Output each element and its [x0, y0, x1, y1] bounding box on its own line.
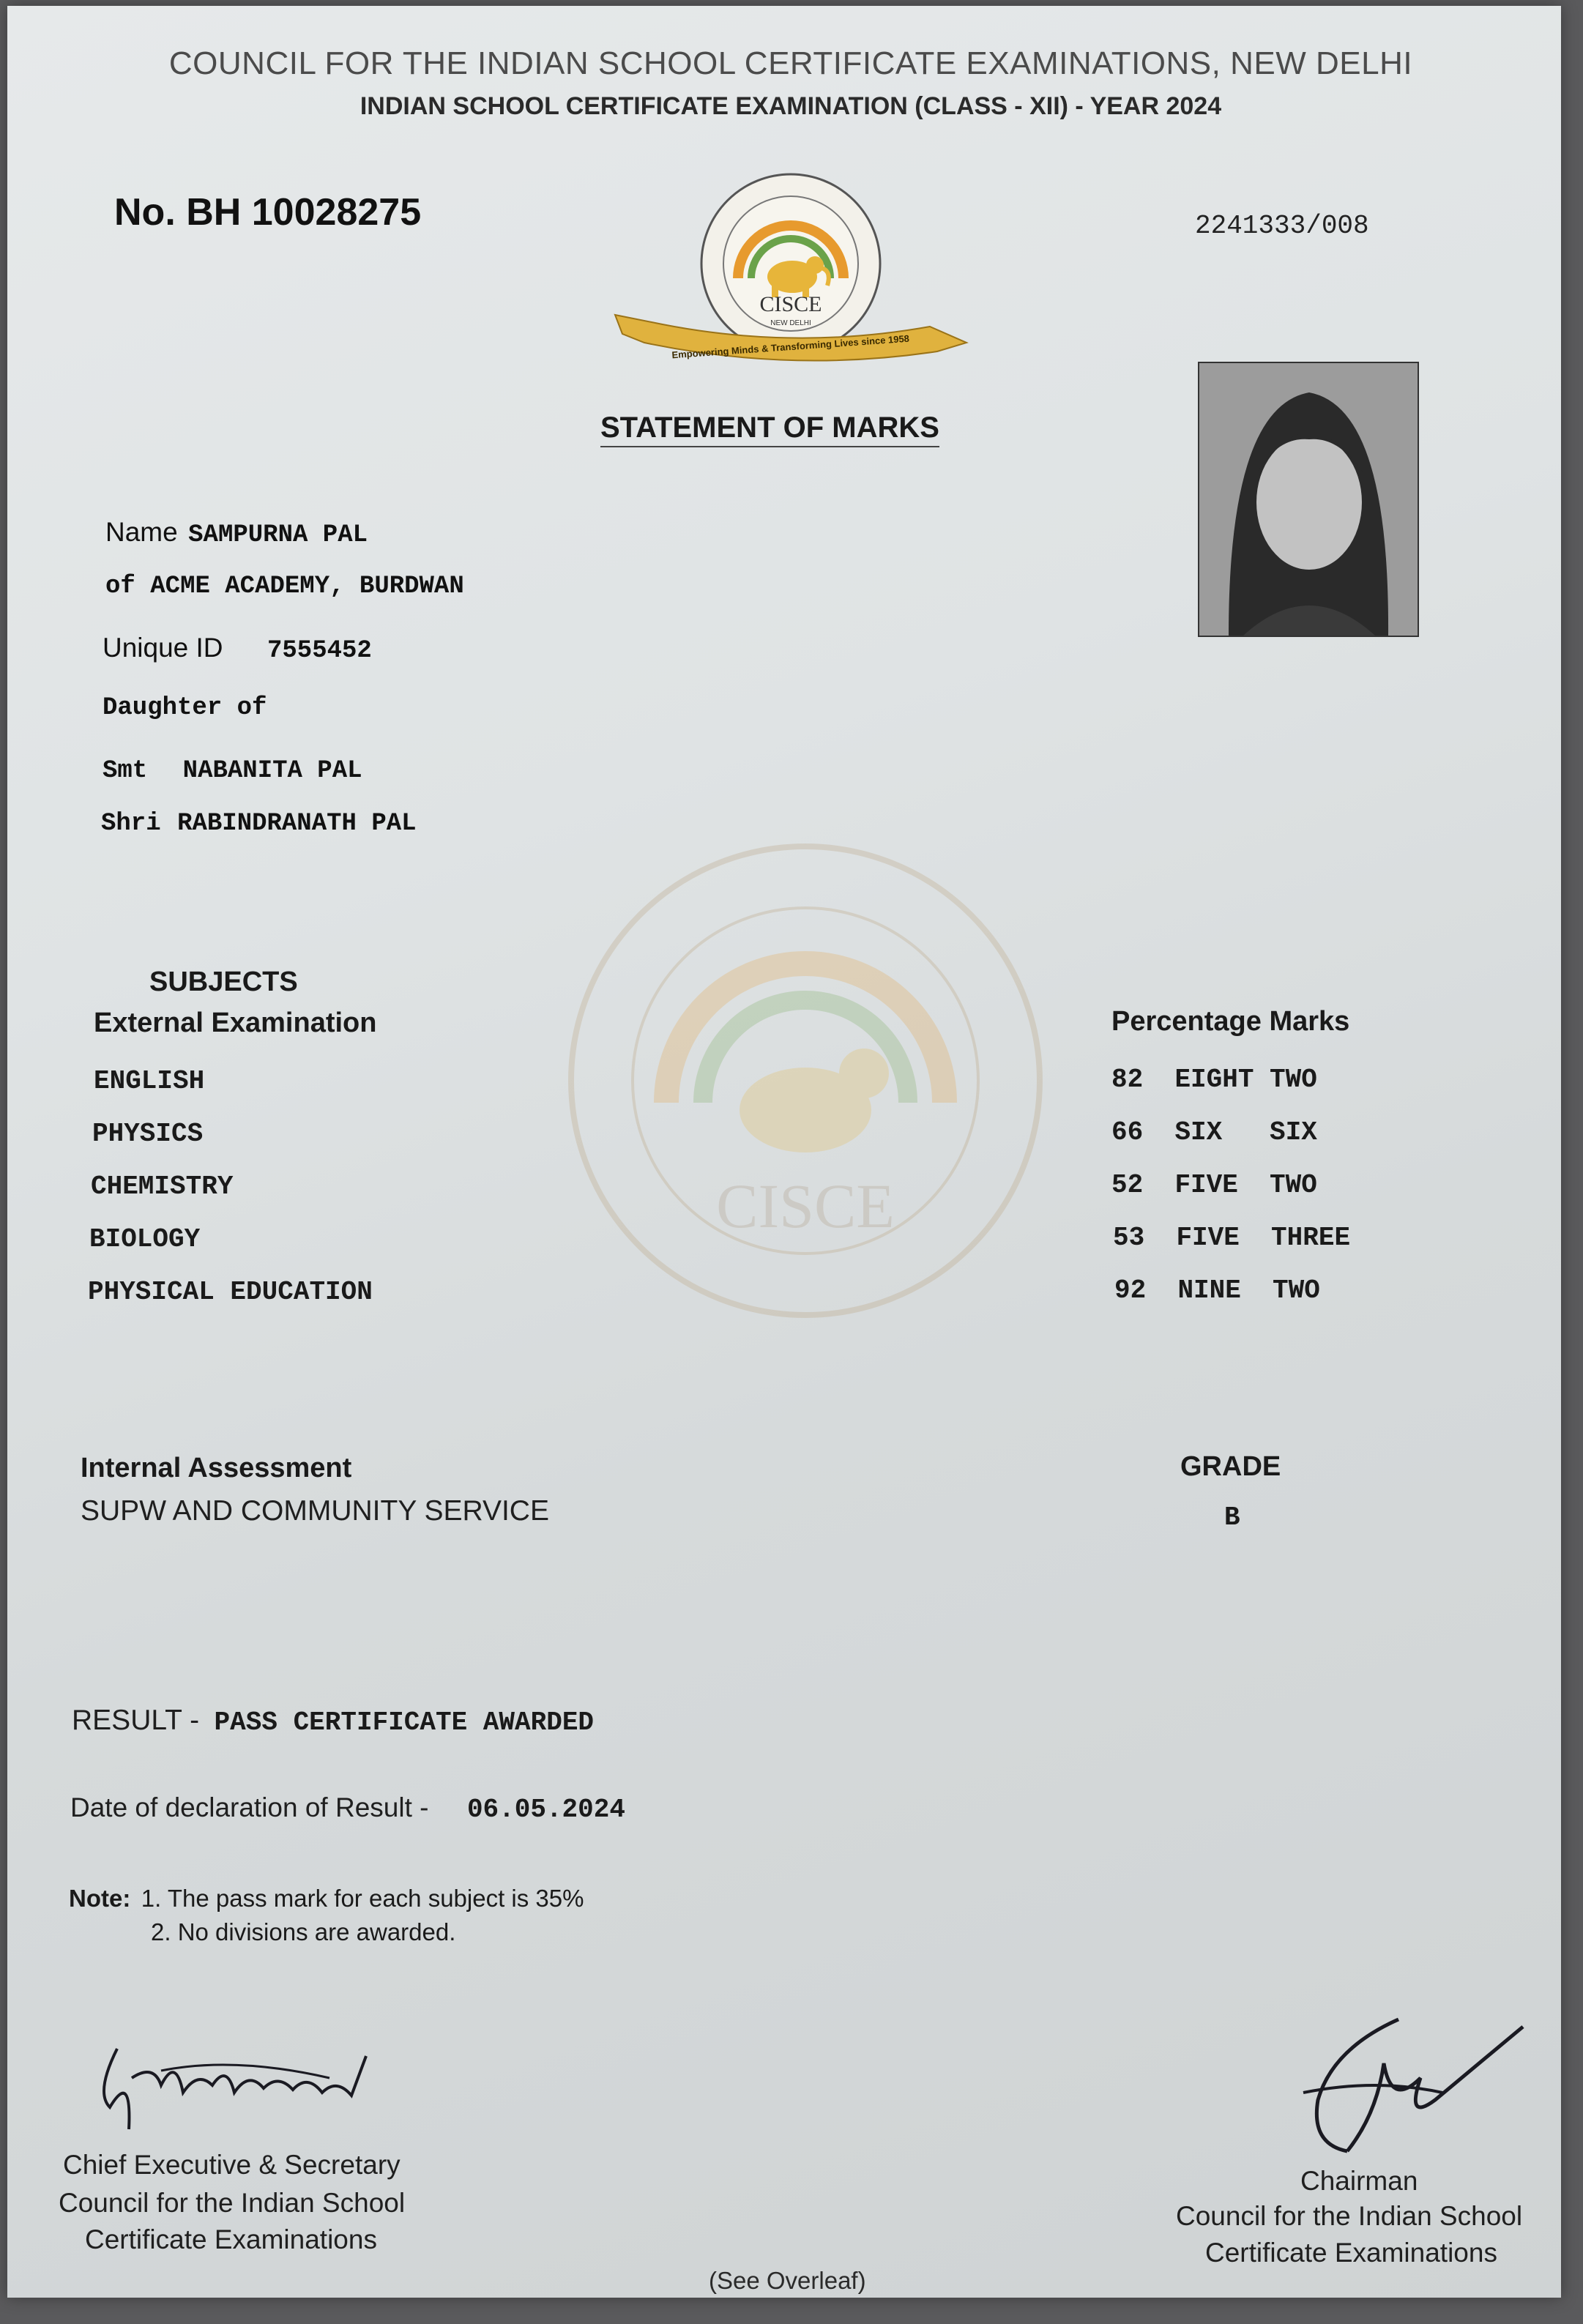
relation-label: Daughter of: [103, 694, 267, 722]
svg-text:CISCE: CISCE: [716, 1171, 895, 1241]
seal-ribbon-text: Empowering Minds & Transforming Lives since 1958: [671, 332, 910, 361]
see-overleaf: (See Overleaf): [709, 2267, 866, 2294]
subjects-heading: SUBJECTS: [149, 967, 298, 997]
subject-marks-row: [1111, 1170, 1317, 1200]
declaration-date-label: Date of declaration of Result -: [70, 1792, 429, 1822]
subject-name: CHEMISTRY: [91, 1172, 234, 1202]
marks-figure: 82: [1111, 1065, 1144, 1095]
internal-grade: B: [1224, 1502, 1240, 1532]
subject-name: BIOLOGY: [89, 1224, 201, 1254]
marks-words: EIGHT TWO: [1174, 1065, 1317, 1095]
marks-figure: 92: [1114, 1275, 1147, 1306]
subject-marks-row: [1114, 1275, 1320, 1306]
marks-figure: 52: [1111, 1170, 1144, 1200]
note-item: 2. No divisions are awarded.: [151, 1918, 456, 1945]
subject-name: PHYSICS: [92, 1119, 204, 1149]
exam-heading: INDIAN SCHOOL CERTIFICATE EXAMINATION (CLASS - XII) - YEAR 2024: [360, 92, 1222, 120]
external-exam-heading: External Examination: [94, 1008, 377, 1038]
subject-marks-row: [1111, 1117, 1317, 1147]
internal-assessment-heading: Internal Assessment: [81, 1453, 352, 1483]
marks-words: NINE TWO: [1177, 1275, 1320, 1306]
marks-words: FIVE TWO: [1174, 1170, 1317, 1200]
left-signatory-title: Chief Executive & Secretary: [63, 2150, 401, 2180]
note-item: 1. The pass mark for each subject is 35%: [141, 1885, 584, 1912]
cisce-watermark: [564, 839, 1047, 1322]
seal-name: CISCE: [759, 292, 822, 316]
subject-marks-row: [1113, 1223, 1350, 1253]
result-value: PASS CERTIFICATE AWARDED: [214, 1707, 595, 1738]
student-name-row: [105, 517, 368, 549]
of-label: of: [105, 573, 135, 600]
subject-name: PHYSICAL EDUCATION: [88, 1277, 373, 1307]
subject-marks-row: [1111, 1065, 1317, 1095]
right-signatory-title: Chairman: [1300, 2166, 1418, 2196]
father-row: [101, 810, 417, 838]
declaration-date: 06.05.2024: [466, 1795, 625, 1825]
council-heading: COUNCIL FOR THE INDIAN SCHOOL CERTIFICATE EXAMINATIONS, NEW DELHI: [168, 45, 1413, 81]
right-signatory-org: Certificate Examinations: [1205, 2238, 1497, 2268]
student-name: SAMPURNA PAL: [188, 521, 368, 549]
secretary-signature: [88, 2027, 395, 2144]
marks-figure: 66: [1111, 1117, 1144, 1147]
declaration-date-row: [70, 1792, 625, 1825]
reference-number: 2241333/008: [1195, 211, 1369, 241]
school-name: ACME ACADEMY, BURDWAN: [150, 573, 464, 600]
unique-id-row: [103, 633, 372, 665]
student-photo: [1198, 362, 1419, 637]
document-title: STATEMENT OF MARKS: [600, 411, 939, 447]
note-label: Note:: [69, 1885, 131, 1912]
percentage-marks-heading: Percentage Marks: [1111, 1006, 1350, 1037]
left-signatory-org: Certificate Examinations: [85, 2224, 377, 2254]
seal-city: NEW DELHI: [770, 319, 811, 327]
right-signatory-org: Council for the Indian School: [1176, 2201, 1523, 2231]
marks-statement-sheet: [7, 6, 1561, 2298]
marks-words: SIX SIX: [1174, 1117, 1317, 1147]
result-row: [72, 1705, 594, 1738]
name-label: Name: [105, 517, 178, 547]
result-label: RESULT -: [72, 1705, 200, 1736]
marks-words: FIVE THREE: [1176, 1223, 1351, 1253]
unique-id-label: Unique ID: [103, 633, 223, 663]
internal-subject: SUPW AND COMMUNITY SERVICE: [81, 1495, 549, 1527]
mother-row: [103, 757, 362, 785]
left-signatory-org: Council for the Indian School: [59, 2188, 406, 2218]
notes-block: [69, 1885, 584, 1913]
cisce-seal-logo: [608, 168, 974, 388]
marks-figure: 53: [1113, 1223, 1145, 1253]
father-name: RABINDRANATH PAL: [177, 810, 417, 838]
subject-name: ENGLISH: [94, 1066, 205, 1096]
grade-heading: GRADE: [1180, 1451, 1281, 1482]
mother-name: NABANITA PAL: [182, 757, 362, 785]
father-prefix: Shri: [101, 810, 161, 838]
unique-id: 7555452: [267, 637, 372, 665]
chairman-signature: [1274, 2005, 1538, 2166]
school-row: [105, 573, 464, 600]
certificate-number: No. BH 10028275: [114, 191, 422, 234]
mother-prefix: Smt: [103, 757, 148, 785]
